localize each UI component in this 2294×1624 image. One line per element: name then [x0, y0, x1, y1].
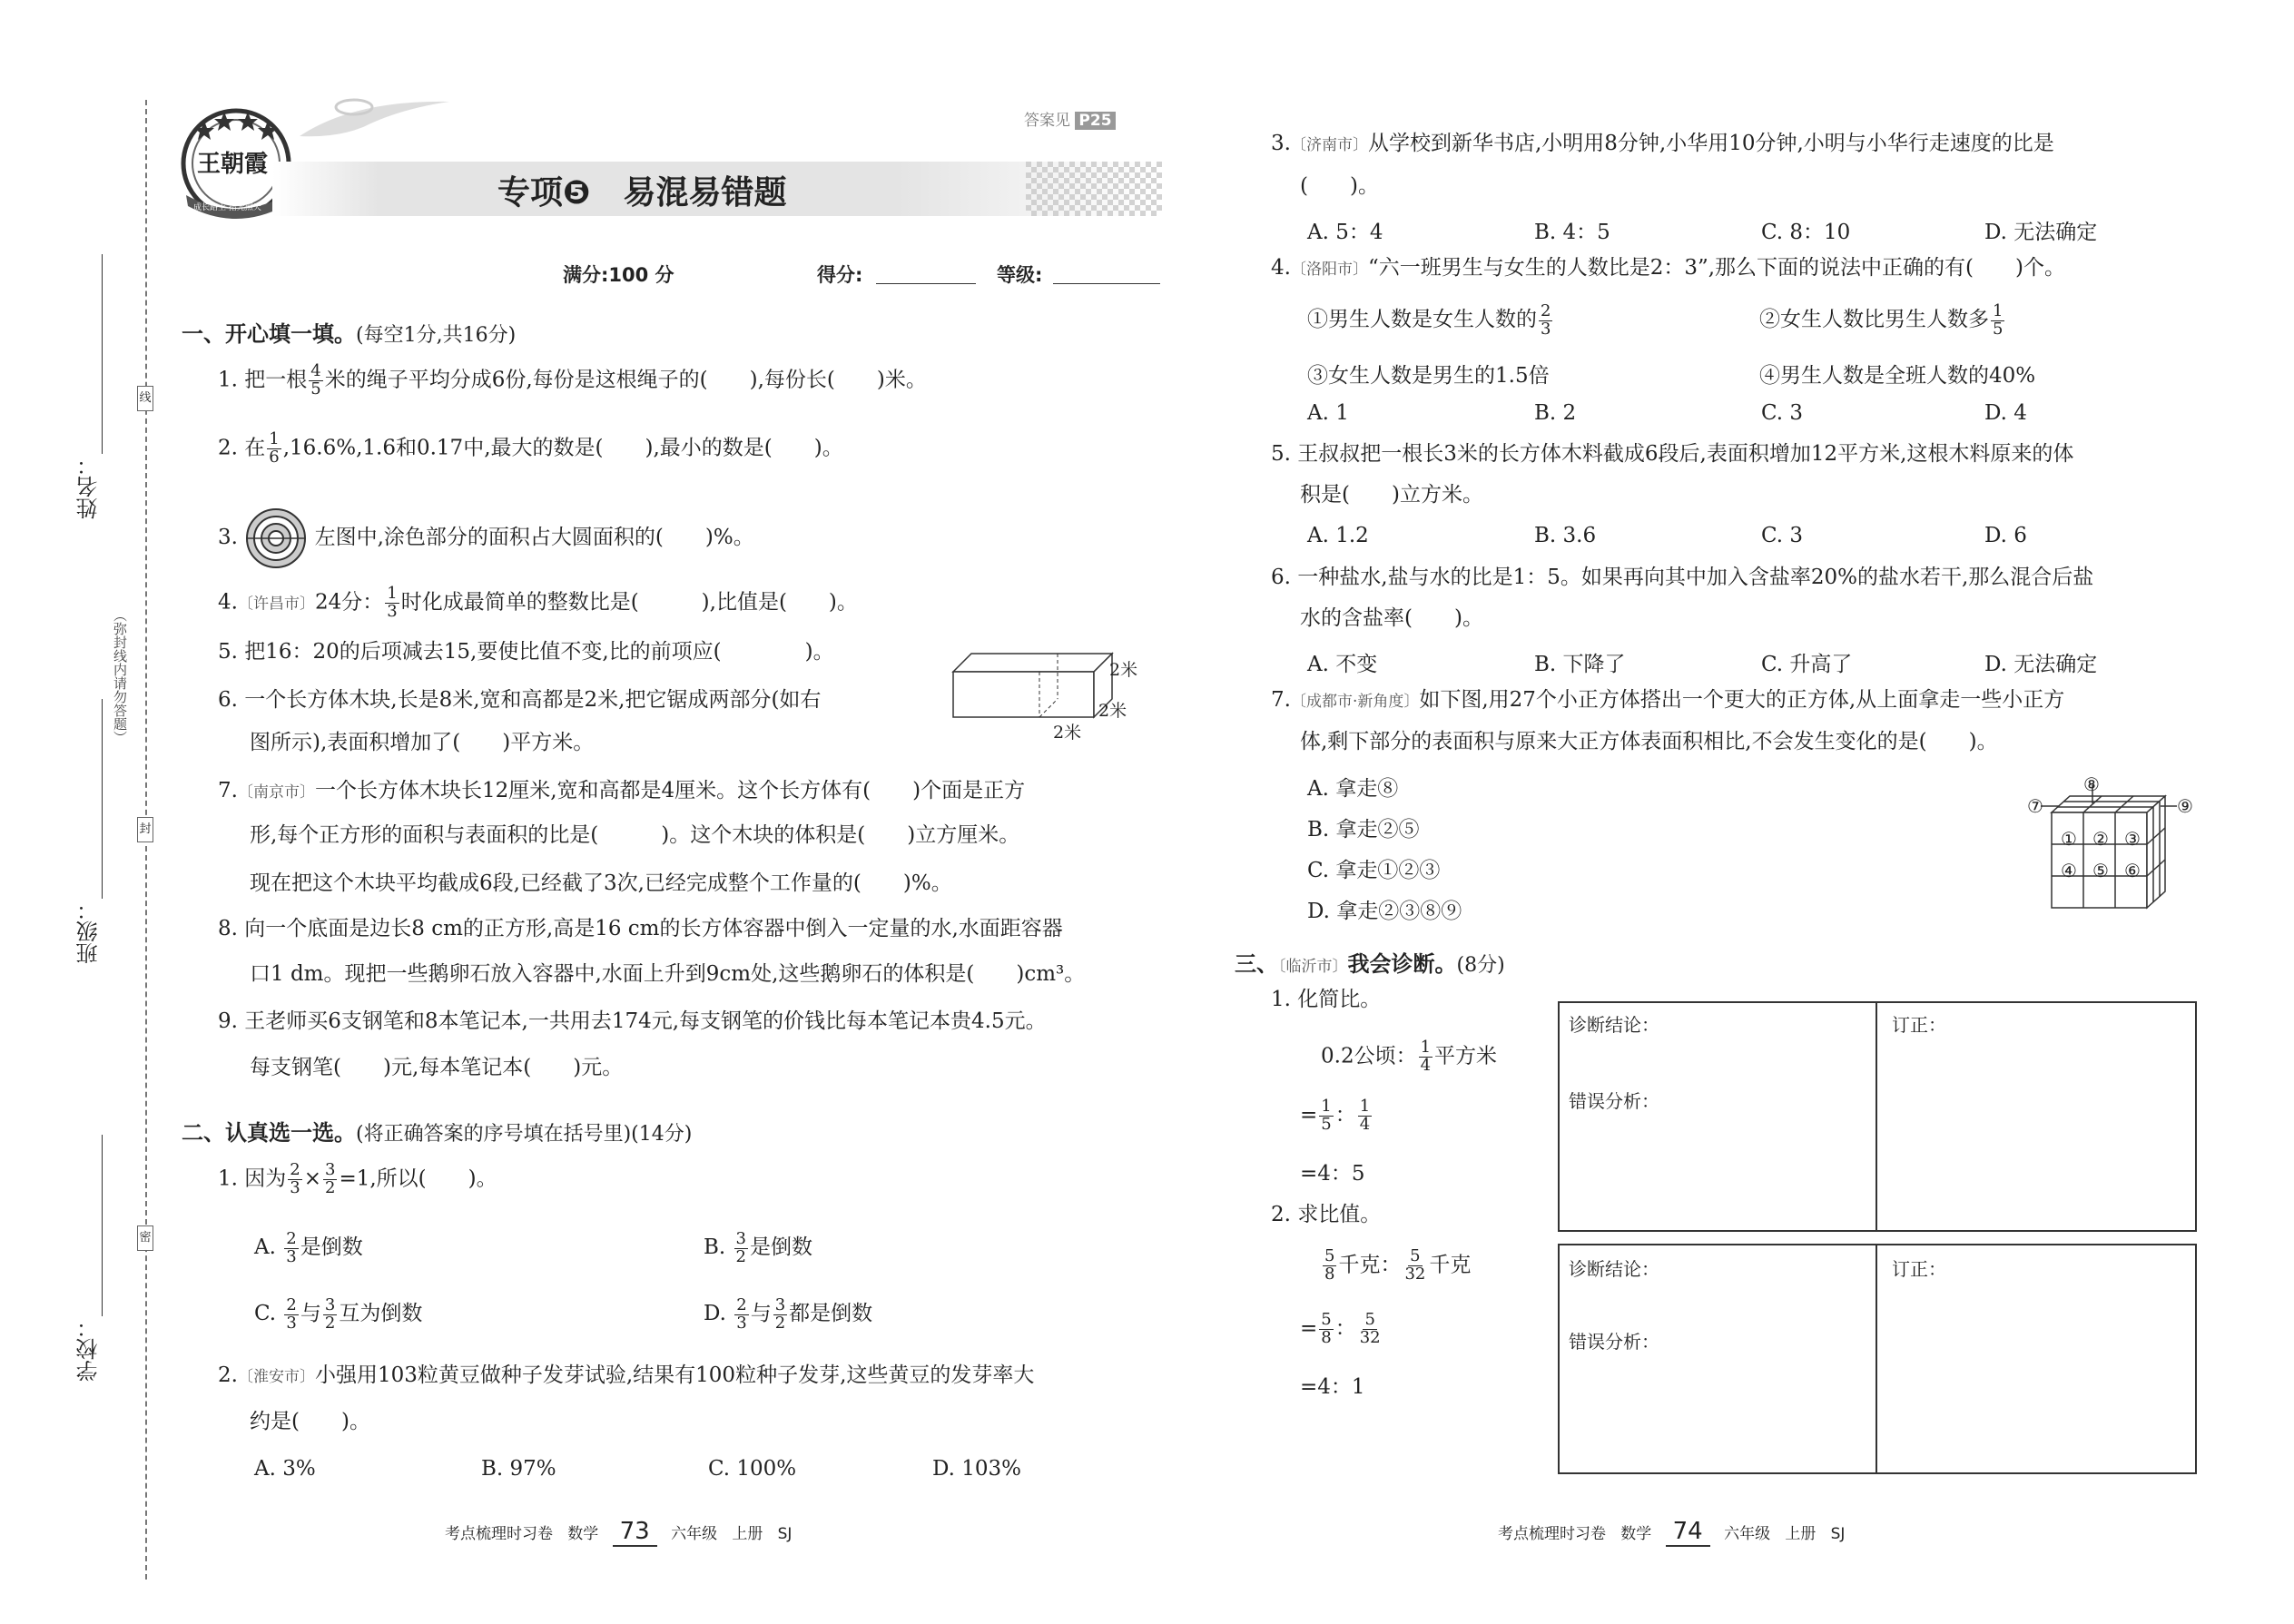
- diagnose-1-title: 1. 化简比。: [1271, 988, 1382, 1011]
- grade-field[interactable]: [1053, 283, 1160, 284]
- choice-2-3-c[interactable]: C. 8：10: [1761, 221, 1851, 244]
- question-1-6a: 6. 一个长方体木块,长是8米,宽和高都是2米,把它锯成两部分(如右: [218, 688, 822, 712]
- score-label: 得分:: [817, 264, 863, 286]
- choice-2-4-d[interactable]: D. 4: [1984, 401, 2027, 425]
- diagnose-2-line1: $\frac{5}{8}$ 千克： $\frac{5}{32}$ 千克: [1324, 1246, 1472, 1284]
- page-title: 专项❺ 易混易错题: [497, 174, 787, 212]
- choice-2-1-c[interactable]: C. $\frac{2}{3}$ 与 $\frac{3}{2}$ 互为倒数: [254, 1294, 423, 1333]
- choice-2-2a: 2.〔淮安市〕小强用103粒黄豆做种子发芽试验,结果有100粒种子发芽,这些黄豆的发芽率大: [218, 1363, 1035, 1387]
- class-label: 班级：: [76, 899, 102, 964]
- grade-label: 等级:: [997, 264, 1043, 286]
- correction-label: 订正：: [1892, 1258, 1946, 1280]
- question-1-2: 2. 在 $\frac{1}{6}$ ,16.6%,1.6和0.17中,最大的数是( ),最小的数是( )。: [218, 429, 843, 467]
- choice-2-7b: 体,剩下部分的表面积与原来大正方体表面积相比,不会发生变化的是( )。: [1300, 730, 1998, 753]
- answer-page-badge: P25: [1075, 112, 1115, 130]
- cube-label-4: ④: [2061, 860, 2077, 881]
- diagnosis-box-2[interactable]: [1558, 1244, 2197, 1474]
- choice-2-5-d[interactable]: D. 6: [1984, 524, 2027, 547]
- question-1-3: 3. 左图中,涂色部分的面积占大圆面积的( )%。: [218, 507, 754, 570]
- cut-mark-seal: 封: [137, 817, 153, 842]
- choice-2-6a: 6. 一种盐水,盐与水的比是1：5。如果再向其中加入含盐率20%的盐水若干,那么混合后盐: [1271, 566, 2094, 589]
- choice-2-3-b[interactable]: B. 4：5: [1534, 221, 1610, 244]
- statement-4-4: ④男生人数是全班人数的40%: [1759, 364, 2036, 388]
- choice-2-4-a[interactable]: A. 1: [1307, 401, 1349, 425]
- choice-2-3-d[interactable]: D. 无法确定: [1984, 221, 2098, 244]
- answer-ref: 答案见 P25: [1024, 107, 1116, 130]
- choice-2-6-c[interactable]: C. 升高了: [1761, 653, 1853, 676]
- cuboid-figure-icon: [949, 649, 1121, 731]
- section-1-title: 一、开心填一填。(每空1分,共16分): [182, 321, 517, 347]
- choice-2-5-a[interactable]: A. 1.2: [1307, 524, 1369, 547]
- correction-label: 订正：: [1892, 1014, 1946, 1036]
- question-1-7b: 形,每个正方形的面积与表面积的比是( )。这个木块的体积是( )立方厘米。: [250, 823, 1020, 847]
- diagnose-1-line2: = $\frac{1}{5}$ ： $\frac{1}{4}$: [1300, 1097, 1371, 1134]
- cuboid-dim-width: 2米: [1053, 723, 1082, 743]
- choice-2-2-d[interactable]: D. 103%: [932, 1457, 1021, 1481]
- choice-2-7-c[interactable]: C. 拿走①②③: [1307, 859, 1441, 882]
- error-analysis-label: 错误分析：: [1569, 1090, 1659, 1112]
- choice-2-6b: 水的含盐率( )。: [1300, 606, 1483, 630]
- ribbon-decoration-icon: [300, 91, 454, 145]
- logo-sub: 成长路上 指光照天: [193, 203, 261, 212]
- page-number-right: 74: [1666, 1518, 1710, 1547]
- cube-label-1: ①: [2061, 828, 2077, 850]
- seal-note: （弥封线内请勿答题）: [112, 608, 128, 744]
- page-number-left: 73: [613, 1518, 657, 1547]
- choice-2-6-b[interactable]: B. 下降了: [1534, 653, 1626, 676]
- cut-mark-line: 线: [137, 386, 153, 411]
- choice-2-7a: 7.〔成都市·新角度〕如下图,用27个小正方体搭出一个更大的正方体,从上面拿走一些小正方: [1271, 688, 2065, 712]
- cube-label-9: ⑨: [2177, 795, 2193, 817]
- choice-2-2-b[interactable]: B. 97%: [481, 1457, 556, 1481]
- class-line: [102, 699, 103, 899]
- school-label: 学校：: [76, 1316, 102, 1382]
- question-1-8a: 8. 向一个底面是边长8 cm的正方形,高是16 cm的长方体容器中倒入一定量的水,水面距容器: [218, 917, 1063, 940]
- question-1-5: 5. 把16：20的后项减去15,要使比值不变,比的前项应( )。: [218, 640, 834, 664]
- diagnose-2-title: 2. 求比值。: [1271, 1203, 1382, 1226]
- question-1-9a: 9. 王老师买6支钢笔和8本笔记本,一共用去174元,每支钢笔的价钱比每本笔记本贵4.5元。: [218, 1009, 1047, 1033]
- choice-2-6-d[interactable]: D. 无法确定: [1984, 653, 2098, 676]
- checker-decoration-icon: [1026, 162, 1162, 216]
- question-1-9b: 每支钢笔( )元,每本笔记本( )元。: [250, 1056, 624, 1079]
- footer-left: 考点梳理时习卷 数学 73 六年级 上册 SJ: [445, 1518, 793, 1545]
- choice-2-5-c[interactable]: C. 3: [1761, 524, 1804, 547]
- choice-2-2b: 约是( )。: [250, 1410, 370, 1433]
- concentric-circles-icon: [244, 507, 308, 570]
- diagnosis-label: 诊断结论：: [1569, 1258, 1659, 1280]
- choice-2-3-a[interactable]: A. 5：4: [1307, 221, 1383, 244]
- logo-text: 王朝霞: [197, 151, 269, 178]
- cube-label-5: ⑤: [2092, 860, 2109, 881]
- statement-4-3: ③女生人数是男生的1.5倍: [1307, 364, 1550, 388]
- cube-figure-icon: [2024, 776, 2197, 921]
- cube-label-6: ⑥: [2124, 860, 2141, 881]
- choice-2-4-c[interactable]: C. 3: [1761, 401, 1804, 425]
- diagnosis-label: 诊断结论：: [1569, 1014, 1659, 1036]
- section-3-title: 三、〔临沂市〕我会诊断。(8分): [1235, 951, 1505, 977]
- question-1-7a: 7.〔南京市〕一个长方体木块长12厘米,宽和高都是4厘米。这个长方体有( )个面是正方: [218, 779, 1026, 802]
- cuboid-dim-depth: 2米: [1098, 701, 1127, 721]
- name-line: [102, 254, 103, 454]
- choice-2-1: 1. 因为 $\frac{2}{3}$ × $\frac{3}{2}$ =1,所以( )。: [218, 1160, 497, 1197]
- choice-2-7-b[interactable]: B. 拿走②⑤: [1307, 818, 1420, 842]
- choice-2-1-d[interactable]: D. $\frac{2}{3}$ 与 $\frac{3}{2}$ 都是倒数: [704, 1294, 873, 1333]
- cuboid-dim-height: 2米: [1109, 660, 1138, 680]
- score-field[interactable]: [876, 283, 976, 284]
- footer-right: 考点梳理时习卷 数学 74 六年级 上册 SJ: [1498, 1518, 1846, 1545]
- choice-2-7-a[interactable]: A. 拿走⑧: [1307, 777, 1399, 801]
- choice-2-7-d[interactable]: D. 拿走②③⑧⑨: [1307, 900, 1462, 923]
- diagnose-2-line3: =4：1: [1300, 1375, 1365, 1399]
- cube-label-2: ②: [2092, 828, 2109, 850]
- choice-2-1-b[interactable]: B. $\frac{3}{2}$ 是倒数: [704, 1228, 812, 1266]
- diagnose-1-line3: =4：5: [1300, 1162, 1365, 1186]
- choice-2-5-b[interactable]: B. 3.6: [1534, 524, 1597, 547]
- error-analysis-label: 错误分析：: [1569, 1331, 1659, 1353]
- choice-2-4a: 4.〔洛阳市〕“六一班男生与女生的人数比是2：3”,那么下面的说法中正确的有( )个。: [1271, 256, 2065, 280]
- cut-mark-secret: 密: [137, 1225, 153, 1251]
- question-1-4: 4.〔许昌市〕24分： $\frac{1}{3}$ 时化成最简单的整数比是( ),比值是( )。: [218, 584, 858, 621]
- choice-2-4-b[interactable]: B. 2: [1534, 401, 1577, 425]
- statement-4-2: ②女生人数比男生人数多 $\frac{1}{5}$: [1759, 300, 2004, 339]
- question-1-7c: 现在把这个木块平均截成6段,已经截了3次,已经完成整个工作量的( )%。: [250, 871, 952, 895]
- question-1-1: 1. 把一根 $\frac{4}{5}$ 米的绳子平均分成6份,每份是这根绳子的( ),每份长( )米。: [218, 361, 927, 399]
- diagnosis-box-1[interactable]: [1558, 1001, 2197, 1232]
- choice-2-6-a[interactable]: A. 不变: [1307, 653, 1378, 676]
- school-line: [102, 1135, 103, 1316]
- choice-2-1-a[interactable]: A. $\frac{2}{3}$ 是倒数: [254, 1228, 363, 1266]
- statement-4-1: ①男生人数是女生人数的 $\frac{2}{3}$: [1307, 300, 1551, 339]
- question-1-8b: 口1 dm。现把一些鹅卵石放入容器中,水面上升到9cm处,这些鹅卵石的体积是( )cm³。: [250, 962, 1086, 986]
- choice-2-3b: ( )。: [1300, 174, 1379, 198]
- choice-2-5b: 积是( )立方米。: [1300, 483, 1483, 507]
- diagnose-2-line2: = $\frac{5}{8}$ ： $\frac{5}{32}$: [1300, 1310, 1381, 1347]
- cube-label-8: ⑧: [2083, 773, 2100, 795]
- name-label: 姓名：: [76, 454, 102, 519]
- full-score: 满分:100 分: [563, 264, 674, 286]
- cube-label-3: ③: [2124, 828, 2141, 850]
- choice-2-5a: 5. 王叔叔把一根长3米的长方体木料截成6段后,表面积增加12平方米,这根木料原来的体: [1271, 442, 2074, 466]
- diagnose-1-line1: 0.2公顷： $\frac{1}{4}$ 平方米: [1321, 1038, 1498, 1075]
- choice-2-3a: 3.〔济南市〕从学校到新华书店,小明用8分钟,小华用10分钟,小明与小华行走速度的比是: [1271, 132, 2054, 155]
- cube-label-7: ⑦: [2027, 795, 2043, 817]
- section-2-title: 二、认真选一选。(将正确答案的序号填在括号里)(14分): [182, 1120, 693, 1146]
- question-1-6b: 图所示),表面积增加了( )平方米。: [250, 731, 595, 754]
- choice-2-2-a[interactable]: A. 3%: [254, 1457, 316, 1481]
- choice-2-2-c[interactable]: C. 100%: [708, 1457, 797, 1481]
